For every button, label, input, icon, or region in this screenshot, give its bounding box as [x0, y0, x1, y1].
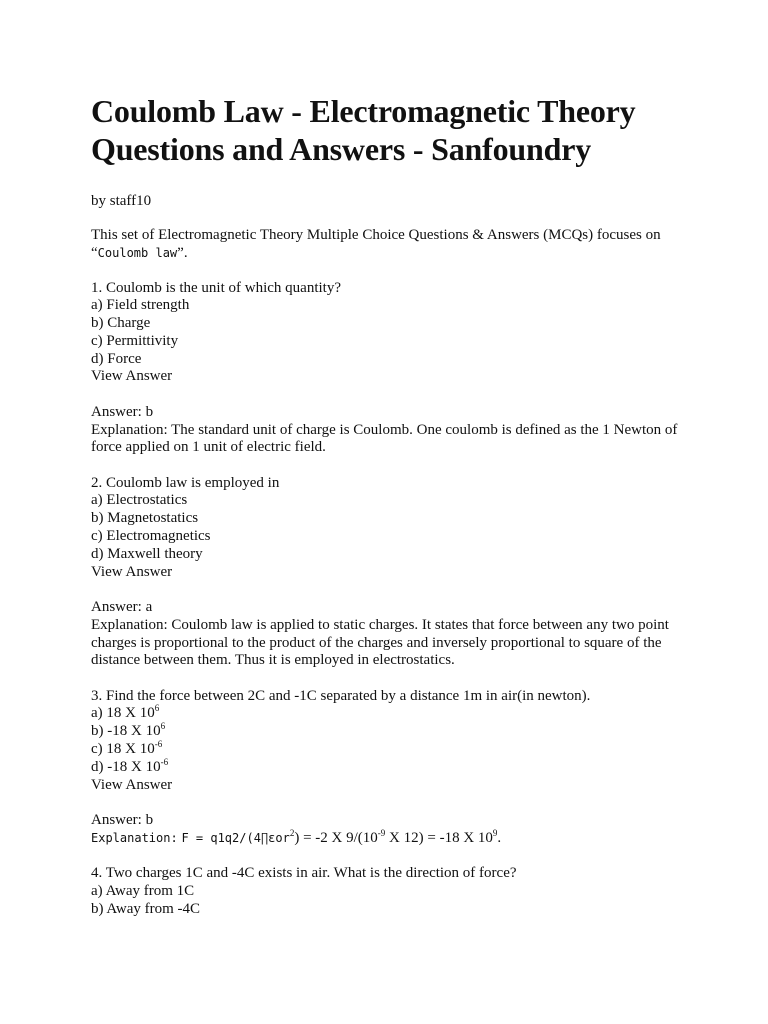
answer-3-explanation-label: Explanation: [91, 830, 178, 845]
question-2-option-c: c) Electromagnetics [91, 528, 211, 545]
question-3-text: 3. Find the force between 2C and -1C separated by a distance 1m in air(in newton). [91, 687, 591, 704]
question-1-option-c: c) Permittivity [91, 332, 179, 349]
question-4-text: 4. Two charges 1C and -4C exists in air. What is the direction of force? [91, 865, 517, 882]
title-line-2: Questions and Answers - Sanfoundry [91, 131, 591, 167]
question-3-view-answer-link[interactable]: View Answer [91, 776, 173, 793]
question-1 [91, 280, 678, 387]
answer-3-explanation: Explanation: F = q1q2/(4∏εor$^2$) = -2 X $9/(10^{-9}$ X 12) = -18 X $10^9$. [91, 827, 502, 846]
intro-text: This set of Electromagnetic Theory Multiple Choice Questions & Answers (MCQs) focuses on [91, 227, 661, 243]
question-3-option-b: b) -18 X $10^6$ [91, 721, 166, 740]
author-byline: by staff10 [91, 193, 152, 209]
answer-3 [91, 812, 678, 848]
answer-2-explanation: Explanation: Coulomb law is applied to static charges. It states that force between any two point charges is proportional to the product of the charges and inversely proportional to square of the distance between them. Thus it is employed in electrostatics. [91, 616, 669, 669]
question-2-option-a: a) Electrostatics [91, 492, 188, 509]
question-2-view-answer-link[interactable]: View Answer [91, 563, 173, 580]
question-1-option-d: d) Force [91, 350, 142, 367]
question-1-option-b: b) Charge [91, 315, 151, 332]
question-1-text: 1. Coulomb is the unit of which quantity? [91, 279, 341, 296]
answer-1-explanation: Explanation: The standard unit of charge is Coulomb. One coulomb is defined as the 1 Newton of force applied on 1 unit of electric field. [91, 421, 678, 456]
title-line-1: Coulomb Law - Electromagnetic Theory [91, 93, 636, 129]
question-4-option-b: b) Away from -4C [91, 900, 201, 917]
question-4 [91, 865, 678, 918]
page-title [91, 92, 678, 168]
intro-quote-open: “ [91, 245, 98, 261]
question-3 [91, 688, 678, 795]
question-3-option-d: d) -18 X $10^{-6}$ [91, 756, 169, 775]
answer-2-label: Answer: a [91, 598, 153, 615]
question-2-text: 2. Coulomb law is employed in [91, 474, 280, 491]
answer-2 [91, 599, 678, 670]
intro-topic: Coulomb law [97, 246, 178, 260]
question-2 [91, 475, 678, 582]
question-2-option-d: d) Maxwell theory [91, 545, 203, 562]
intro-quote-close: ”. [177, 245, 188, 261]
question-1-view-answer-link[interactable]: View Answer [91, 368, 173, 385]
answer-3-formula: F = q1q2/(4∏εor [181, 830, 290, 845]
question-2-option-b: b) Magnetostatics [91, 510, 199, 527]
answer-1-label: Answer: b [91, 403, 154, 420]
question-3-option-a: a) 18 X $10^6$ [91, 703, 160, 722]
question-4-option-a: a) Away from 1C [91, 882, 195, 899]
question-3-option-c: c) 18 X $10^{-6}$ [91, 739, 163, 758]
answer-1 [91, 404, 678, 457]
answer-3-label: Answer: b [91, 811, 154, 828]
question-1-option-a: a) Field strength [91, 297, 190, 314]
intro-paragraph [91, 226, 678, 262]
